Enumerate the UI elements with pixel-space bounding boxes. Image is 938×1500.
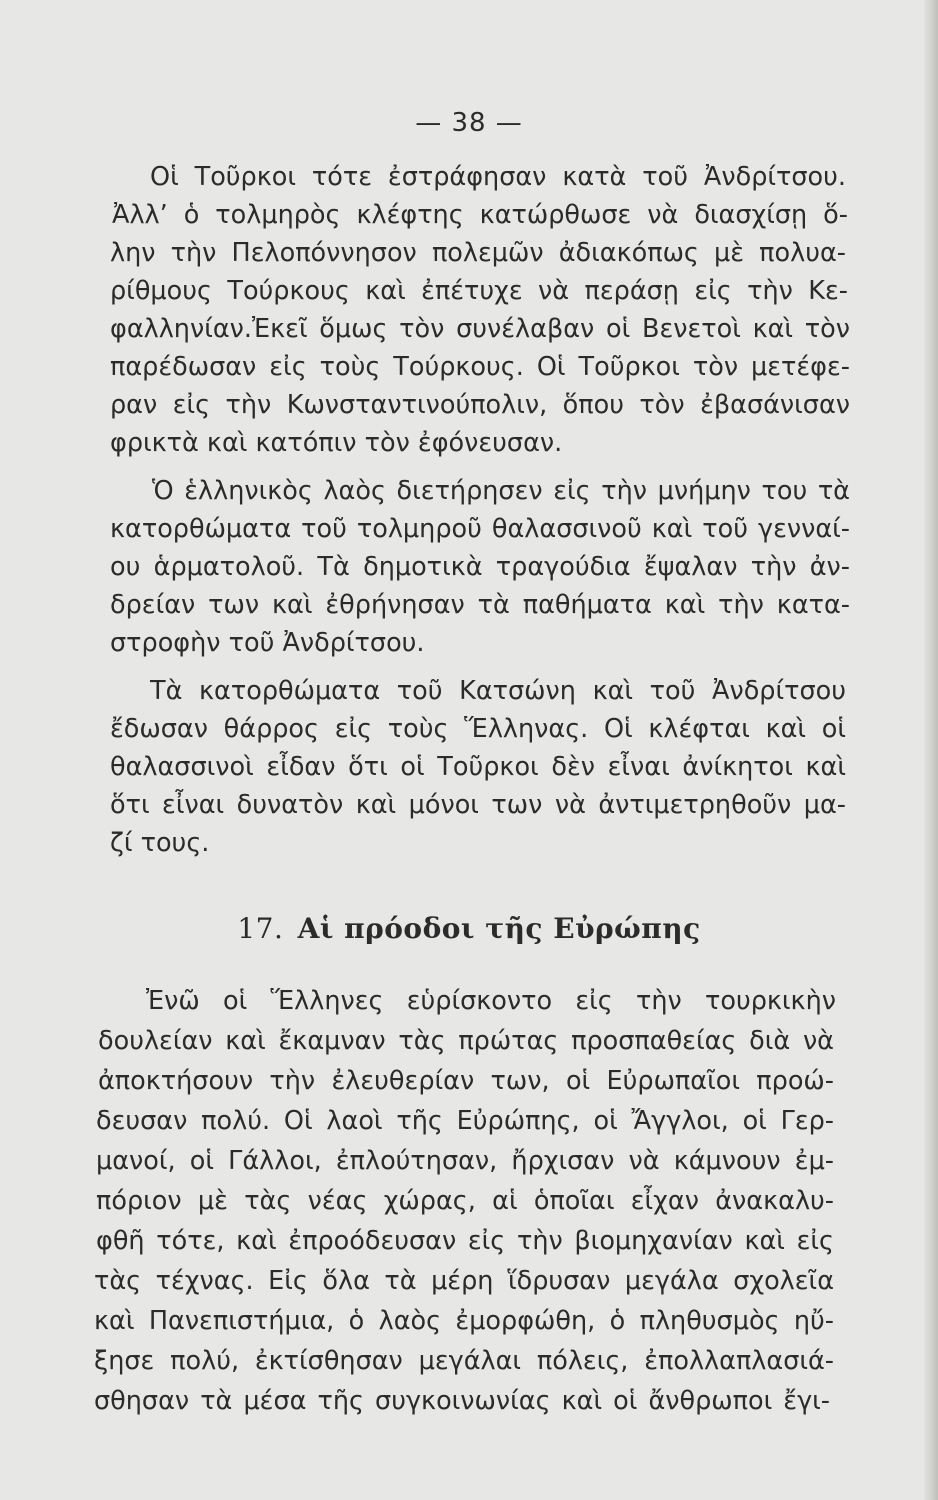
page-edge: [924, 0, 938, 1500]
text-line: δρείαν των καὶ ἐθρήνησαν τὰ παθήματα καὶ τὴν κατα-: [110, 590, 850, 620]
text-line: ρίθμους Τούρκους καὶ ἐπέτυχε νὰ περάσῃ εἰς τὴν Κε-: [110, 276, 848, 306]
text-line: Τὰ κατορθώματα τοῦ Κατσώνη καὶ τοῦ Ἀνδρίτσου: [150, 676, 846, 706]
text-line: φαλληνίαν.Ἐκεῖ ὅμως τὸν συνέλαβαν οἱ Βενετοὶ καὶ τὸν: [110, 314, 850, 344]
text-line: πόριον μὲ τὰς νέας χώρας, αἱ ὁποῖαι εἶχαν ἀνακαλυ-: [96, 1186, 834, 1216]
text-line: φρικτὰ καὶ κατόπιν τὸν ἐφόνευσαν.: [110, 428, 563, 458]
text-line: τὰς τέχνας. Εἰς ὅλα τὰ μέρη ἵδρυσαν μεγάλα σχολεῖα: [94, 1266, 834, 1296]
text-line: ἀποκτήσουν τὴν ἐλευθερίαν των, οἱ Εὐρωπαῖοι προώ-: [98, 1066, 834, 1096]
text-line: δευσαν πολύ. Οἱ λαοὶ τῆς Εὐρώπης, οἱ Ἄγγλοι, οἱ Γερ-: [96, 1106, 834, 1136]
text-line: παρέδωσαν εἰς τοὺς Τούρκους. Οἱ Τοῦρκοι τὸν μετέφε-: [110, 352, 850, 382]
text-line: σθησαν τὰ μέσα τῆς συγκοινωνίας καὶ οἱ ἄνθρωποι ἔγι-: [94, 1386, 830, 1416]
text-line: ζί τους.: [110, 828, 210, 858]
section-heading: [0, 912, 938, 945]
text-line: ξησε πολύ, ἐκτίσθησαν μεγάλαι πόλεις, ἐπολλαπλασιά-: [94, 1346, 834, 1376]
section-number: 17.: [237, 912, 284, 945]
page-number: — 38 —: [415, 108, 523, 138]
text-line: δουλείαν καὶ ἔκαμναν τὰς πρώτας προσπαθείας διὰ νὰ: [98, 1026, 834, 1056]
text-line: θαλασσινοὶ εἶδαν ὅτι οἱ Τοῦρκοι δὲν εἶναι ἀνίκητοι καὶ: [110, 752, 846, 782]
text-line: στροφὴν τοῦ Ἀνδρίτσου.: [110, 628, 425, 658]
text-line: φθῆ τότε, καὶ ἐπροόδευσαν εἰς τὴν βιομηχανίαν καὶ εἰς: [96, 1226, 834, 1256]
text-line: Ἐνῶ οἱ Ἕλληνες εὑρίσκοντο εἰς τὴν τουρκικὴν: [146, 986, 836, 1016]
text-line: μανοί, οἱ Γάλλοι, ἐπλούτησαν, ἤρχισαν νὰ κάμνουν ἐμ-: [96, 1146, 834, 1176]
section-title: Αἱ πρόοδοι τῆς Εὐρώπης: [297, 912, 701, 945]
text-line: κατορθώματα τοῦ τολμηροῦ θαλασσινοῦ καὶ τοῦ γενναί-: [110, 514, 850, 544]
text-line: Ὁ ἑλληνικὸς λαὸς διετήρησεν εἰς τὴν μνήμην του τὰ: [152, 476, 850, 506]
text-line: καὶ Πανεπιστήμια, ὁ λαὸς ἐμορφώθη, ὁ πληθυσμὸς ηὔ-: [94, 1306, 834, 1336]
text-line: λην τὴν Πελοπόννησον πολεμῶν ἀδιακόπως μὲ πολυα-: [110, 238, 846, 268]
text-line: ὅτι εἶναι δυνατὸν καὶ μόνοι των νὰ ἀντιμετρηθοῦν μα-: [110, 790, 846, 820]
text-line: Οἱ Τοῦρκοι τότε ἐστράφησαν κατὰ τοῦ Ἀνδρίτσου.: [150, 162, 846, 192]
text-line: ου ἁρματολοῦ. Τὰ δημοτικὰ τραγούδια ἔψαλαν τὴν ἀν-: [110, 552, 850, 582]
text-line: ραν εἰς τὴν Κωνσταντινούπολιν, ὅπου τὸν ἐβασάνισαν: [110, 390, 850, 420]
text-line: Ἀλλ’ ὁ τολμηρὸς κλέφτης κατώρθωσε νὰ διασχίσῃ ὅ-: [112, 200, 848, 230]
text-line: ἔδωσαν θάρρος εἰς τοὺς Ἕλληνας. Οἱ κλέφται καὶ οἱ: [110, 714, 846, 744]
